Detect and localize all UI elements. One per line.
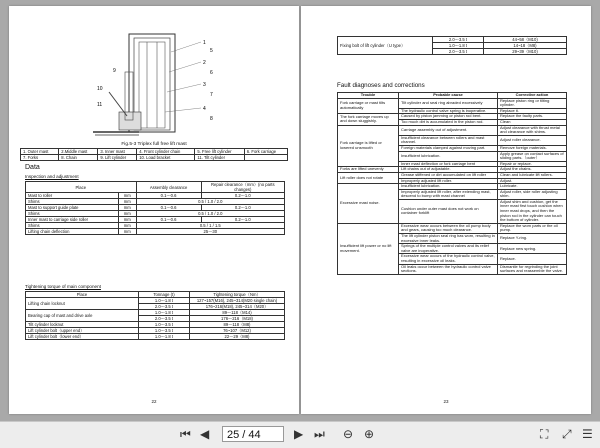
table-cell: Lift chains out of adjustable. [399,167,498,173]
table-cell: Remove foreign materials. [498,145,567,151]
table-cell: Lift cylinder bolt（upper end） [26,328,139,334]
table-cell: Repair clearance（mm）(no parts changes) [201,182,284,193]
table-cell: 44~58（M10) [484,37,567,43]
table-cell: 22～29（M8) [190,334,285,340]
table-cell: 5. Free lift cylinder [195,149,244,155]
table-cell: 7. Forks [21,155,59,161]
table-cell: Adjust shim and cushion, get the inner mast first touch cushion when inner mast drops, and then the piston rod in the cylinder can touch the bottom of cylinder. [498,199,567,223]
table-cell: Probable cause [399,93,498,99]
table-cell: Grease stiffened or dirt accumulated on lift roller [399,172,498,178]
fault-heading: Fault diagnoses and corrections [337,82,425,89]
table-cell: Cushion under outer mast does not work on container forklift [399,199,498,223]
table-row [338,172,567,178]
table-cell: Mast to roller [26,193,119,199]
table-row [338,37,567,43]
table-cell: Excessive wear occurs between the oil pump body and gears, causing too much clearance. [399,223,498,233]
table-cell: Trouble [338,93,399,99]
table-cell: Lubricate. [498,184,567,190]
table-cell: 6. Fork carriage [244,149,287,155]
callout-label: 4 [203,106,206,112]
mast-diagram [89,32,229,140]
callout-label: 9 [113,68,116,74]
table-cell: 14~18（M8) [484,43,567,49]
table-cell: 1.0～3.5 t [139,328,190,334]
table-cell: 11. Tilt cylinder [195,155,244,161]
table-cell: Clean and lubricate lift rollers. [498,172,567,178]
table-cell: Dismantle for regrinding the joint surfaces and reassemble the valve. [498,264,567,274]
table-row [338,223,567,233]
table-cell: Foreign materials clamped against moving part. [399,145,498,151]
table-cell: 2.0～3.5 t [139,316,190,322]
table-cell: 2.0～3.5 t [433,49,484,55]
table-cell: mm [119,217,137,223]
callout-label: 7 [210,92,213,98]
table-cell: Shims [26,199,119,205]
table-cell: mm [119,205,137,211]
table-cell: 2.0～3.5 t [139,304,190,310]
table-cell: 89～118（M14) [190,310,285,316]
table-cell: 0.1～0.6 [136,193,201,199]
table-row [26,298,285,304]
table-cell: 2.0～3.5 t [433,37,484,43]
right-page [301,6,591,414]
table-cell: The hydraulic control valve spring is inoperative. [399,108,498,114]
table-cell: Excessive mast noise. [338,184,399,224]
torque-heading: Tightening torque of main component [25,284,101,289]
table-row [26,328,285,334]
table-cell: 76~107（M12) [190,328,285,334]
table-cell: 4. Front cylinder chain [137,149,195,155]
callout-label: 11 [97,102,103,108]
table-cell: Improperly adjusted lift roller. [399,178,498,184]
callout-label: 3 [203,82,206,88]
table-cell: 0.5 / 1 / 1.5 [136,223,284,229]
table-cell: Inner mast to carriage side roller [26,217,119,223]
table-cell: Lift roller does not rotate [338,172,399,183]
table-cell: Fork carriage is lifted or lowered unsmooth [338,125,399,167]
table-cell: 2.Middle mast [59,149,98,155]
table-cell: 25～30 [136,229,284,235]
table-row [26,334,285,340]
table-cell: 0.2～1.0 [201,193,284,199]
table-cell: Place [26,182,137,193]
zoom-out-icon[interactable]: ⊖ [343,427,354,441]
page-number: 23 [443,399,449,404]
table-cell: Adjust. [498,178,567,184]
callout-label: 1 [203,40,206,46]
table-cell: Carriage assembly out of adjustment. [399,125,498,135]
table-cell: Forks are lifted unevenly [338,167,399,173]
last-page-icon[interactable]: ⏭ [314,427,325,441]
table-cell: Repair or replace. [498,161,567,167]
callout-label: 2 [203,60,206,66]
table-row [26,310,285,316]
table-cell: Improperly adjusted lift roller, after extending mast, descend to bump with mast channel [399,189,498,199]
table-cell: Tightening torque（Nm） [190,292,285,298]
table-cell: 10. Load bracket [137,155,195,161]
table-cell: Shims [26,223,119,229]
table-cell: Tilt cylinder and seal ring abraded excessively [399,98,498,108]
table-cell: Fixing bolt of lift cylinder（U type） [338,37,433,55]
table-cell: Insufficient lubrication. [399,184,498,190]
table-cell: Clean [498,119,567,125]
table-cell: 1.0～1.8 t [139,334,190,340]
table-cell: Caused by piston jamming or piston rod bent. [399,114,498,120]
table-cell: 176~216(M18), 245~314（M20） [190,304,285,310]
table-cell: 127~157(M16), 245~314(M20 single chain) [190,298,285,304]
table-cell: 0.1～0.6 [136,217,201,223]
page-indicator-input[interactable]: 25 / 44 [222,426,284,442]
prev-page-icon[interactable]: ◀ [200,427,210,441]
callout-label: 5 [210,48,213,54]
table-cell: 0.1～0.6 [136,205,201,211]
table-row [26,182,285,193]
table-cell: Assembly clearance [136,182,201,193]
table-cell: 1. Outer mast [21,149,59,155]
table-cell: 0.2～1.0 [201,217,284,223]
table-cell: Excessive wear occurs of the hydraulic control valve, resulting in excessive oil leaks. [399,254,498,264]
table-cell [244,155,287,161]
table-cell: Replace the faulty parts. [498,114,567,120]
left-page [9,6,299,414]
figure-caption: Fig.5-3 Triplex full free lift mast [121,142,187,147]
table-cell: Lift cylinder bolt（lower end） [26,334,139,340]
table-cell: Lifting chain locknut [26,298,139,310]
table-cell: Apply grease on contact surfaces of sliding parts.（outer） [498,151,567,161]
table-cell: The fork carriage moves up and down sluggishly. [338,114,399,125]
table-cell: mm [119,199,137,205]
table-cell: Fork carriage or mast tilts automatically [338,98,399,114]
table-row [26,229,285,235]
table-cell: Bearing cap of mast and drive axle [26,310,139,322]
table-row [338,98,567,108]
inspection-table [25,181,285,235]
table-row [21,155,288,161]
table-cell: Place [26,292,139,298]
table-cell: Replace Y-ring. [498,234,567,244]
torque-table [25,291,285,340]
table-cell: mm [119,223,137,229]
table-cell: 8. Chain [59,155,98,161]
table-cell: Insufficient lubrication. [399,151,498,161]
table-cell: Replace piston ring or tilting cylinder. [498,98,567,108]
table-cell: Oil leaks occur between the hydraulic control valve sections. [399,264,498,274]
table-cell: 0.5 / 1.0 / 2.0 [136,199,284,205]
table-cell: 89～118（M8) [190,322,285,328]
table-cell: Shims [26,211,119,217]
table-cell: 1.0～1.8 t [139,310,190,316]
table-cell: Springs of the multiple control valves and its relief valve are inoperative. [399,244,498,254]
table-cell: 1.0～3.5 t [139,322,190,328]
cylinder-bolt-table [337,36,567,55]
table-cell: Insufficient lift power or no lift movement. [338,223,399,274]
table-cell: 0.2～1.0 [201,205,284,211]
table-cell: Lifting chain deflection [26,229,119,235]
table-cell: Inner mast deflection or fork carriage bent [399,161,498,167]
viewer-toolbar [0,421,600,448]
page-number: 22 [151,399,157,404]
table-cell: Replace new spring. [498,244,567,254]
callout-label: 8 [210,116,213,122]
table-cell: Insufficient clearance between rollers and mast channel. [399,135,498,145]
table-cell: 1.0～1.8 t [139,298,190,304]
table-cell: mm [119,211,137,217]
table-cell: 1.0～1.8 t [433,43,484,49]
data-heading: Data [25,164,40,171]
fault-table [337,92,567,275]
next-page-icon[interactable]: ▶ [294,427,304,441]
table-row [21,149,288,155]
table-cell: 9. Lift cylinder [98,155,137,161]
table-cell: 0.5 / 1.0 / 2.0 [136,211,284,217]
zoom-in-icon[interactable]: ⊕ [364,427,375,441]
component-legend [20,148,288,161]
fit-page-icon[interactable]: ⛶ [540,427,549,441]
callout-label: 10 [97,86,103,92]
table-cell: mm [119,193,137,199]
callout-label: 6 [210,70,213,76]
table-cell: Tonnage (t) [139,292,190,298]
inspection-heading: Inspection and adjustment [25,174,79,179]
table-cell: Replace the worn parts or the oil pump. [498,223,567,233]
table-cell: Tilt cylinder locknut [26,322,139,328]
table-cell: 3. Inner mast [98,149,137,155]
table-cell: The lift cylinder piston seal ring has worn, resulting in excessive inner leaks. [399,234,498,244]
table-cell: Adjust clearance with thrust metal and clearance with shims. [498,125,567,135]
table-cell: Adjust the chains. [498,167,567,173]
table-row [338,125,567,135]
first-page-icon[interactable]: ⏮ [180,427,191,441]
table-cell: Replace it. [498,108,567,114]
table-cell: 29~39（M10) [484,49,567,55]
table-cell: Adjust roller, side roller adjusting shim. [498,189,567,199]
table-cell: Corrective action [498,93,567,99]
table-cell: Adjust roller clearance. [498,135,567,145]
table-cell: Replace. [498,254,567,264]
table-cell: mm [119,229,137,235]
table-cell: 176～216（M18) [190,316,285,322]
table-cell: Mast to support guide plate [26,205,119,211]
fullscreen-icon[interactable]: ⤢ [562,427,572,441]
table-cell: Too much dirt is accumulated in the piston rod. [399,119,498,125]
menu-icon[interactable]: ☰ [582,427,593,441]
